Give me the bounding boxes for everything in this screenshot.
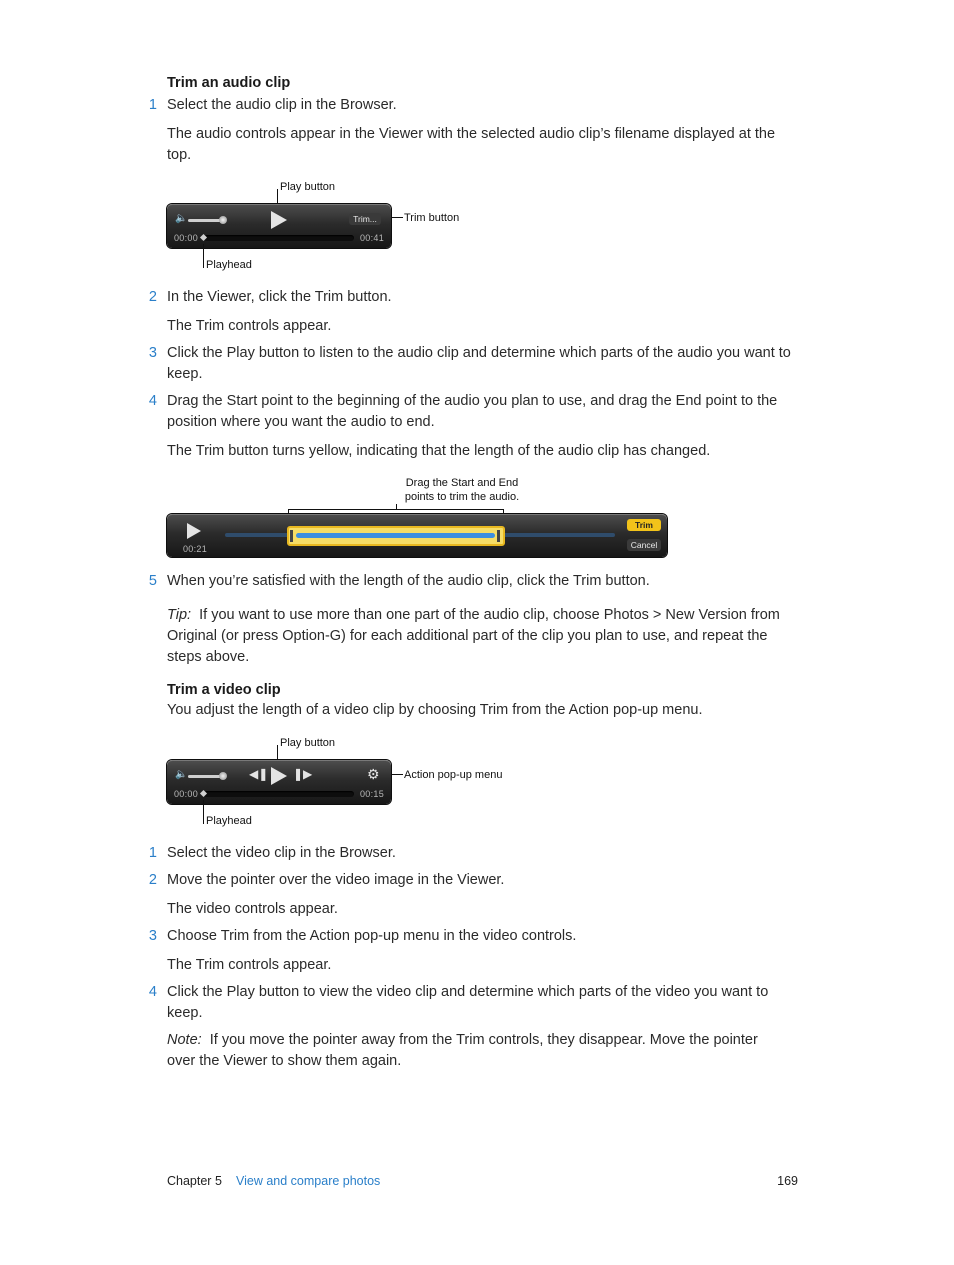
note-label: Note: — [167, 1032, 202, 1048]
step-text: In the Viewer, click the Trim button. — [167, 289, 392, 305]
time-start: 00:00 — [174, 789, 199, 799]
step-text: Select the audio clip in the Browser. — [167, 97, 397, 113]
footer-chapter-link[interactable]: View and compare photos — [236, 1174, 381, 1188]
trim-button[interactable]: Trim... — [349, 213, 381, 225]
step-text: Click the Play button to view the video clip and determine which parts of the video you want to keep. — [167, 984, 769, 1021]
step-back-icon[interactable]: ◀❚ — [249, 767, 269, 781]
play-icon[interactable] — [271, 211, 287, 229]
time-end: 00:15 — [360, 789, 385, 799]
start-point-handle[interactable] — [290, 530, 293, 542]
step-number: 5 — [148, 573, 157, 589]
callout-play-button: Play button — [280, 181, 336, 193]
step-text: Move the pointer over the video image in the Viewer. — [167, 872, 505, 888]
step-text: Drag the Start point to the beginning of the audio you plan to use, and drag the End point to the position where you want the audio to end. — [167, 393, 778, 430]
step-forward-icon[interactable]: ❚▶ — [293, 767, 313, 781]
step-text: When you’re satisfied with the length of the audio clip, click the Trim button. — [167, 573, 650, 589]
play-icon[interactable] — [187, 523, 201, 539]
paragraph: The Trim button turns yellow, indicating that the length of the audio clip has changed. — [167, 443, 711, 459]
tip-text: If you want to use more than one part of the audio clip, choose Photos > New Version from Original (or press Option-G) for each additional part of the clip you plan to use, and repeat the steps above. — [167, 607, 780, 665]
callout-playhead: Playhead — [206, 259, 252, 271]
figure-audio-controls — [0, 175, 954, 275]
paragraph: The video controls appear. — [167, 901, 338, 917]
figure-video-controls — [0, 731, 954, 831]
trim-range[interactable] — [287, 526, 505, 546]
volume-knob[interactable] — [219, 216, 227, 224]
play-icon[interactable] — [271, 767, 287, 785]
paragraph: The Trim controls appear. — [167, 957, 332, 973]
figure-trim-controls — [0, 474, 954, 564]
callout-action-menu: Action pop-up menu — [404, 769, 503, 781]
gear-icon[interactable]: ⚙ — [367, 766, 380, 782]
callout-bracket — [288, 509, 504, 510]
callout-play-button: Play button — [280, 737, 336, 749]
callout-line — [391, 217, 403, 218]
volume-slider[interactable] — [188, 775, 222, 778]
step-number: 2 — [148, 289, 157, 305]
step-number: 3 — [148, 345, 157, 361]
audio-controls-bar — [167, 204, 391, 248]
paragraph: The audio controls appear in the Viewer with the selected audio clip’s filename displayed at the top. — [167, 126, 776, 163]
note-text: If you move the pointer away from the Trim controls, they disappear. Move the pointer over the Viewer to show them again. — [167, 1032, 758, 1069]
scrubber-track[interactable] — [204, 235, 354, 241]
callout-line — [203, 800, 204, 824]
footer-chapter: Chapter 5 — [167, 1174, 222, 1188]
video-controls-bar — [167, 760, 391, 804]
volume-slider[interactable] — [188, 219, 222, 222]
step-text: Choose Trim from the Action pop-up menu in the video controls. — [167, 928, 577, 944]
scrubber-track[interactable] — [204, 791, 354, 797]
step-number: 4 — [148, 984, 157, 1000]
cancel-button[interactable]: Cancel — [627, 539, 661, 551]
time-end: 00:41 — [360, 233, 385, 243]
step-text: Select the video clip in the Browser. — [167, 845, 396, 861]
step-number: 1 — [148, 845, 157, 861]
volume-knob[interactable] — [219, 772, 227, 780]
tip-label: Tip: — [167, 607, 192, 623]
tip-paragraph — [167, 605, 797, 668]
speaker-icon: 🔈 — [175, 213, 188, 224]
paragraph: The Trim controls appear. — [167, 318, 332, 334]
trim-button[interactable]: Trim — [627, 519, 661, 531]
step-number: 1 — [148, 97, 157, 113]
time-start: 00:00 — [174, 233, 199, 243]
time-current: 00:21 — [183, 544, 208, 554]
section-heading-trim-audio: Trim an audio clip — [167, 75, 291, 91]
paragraph: You adjust the length of a video clip by choosing Trim from the Action pop-up menu. — [167, 702, 703, 718]
trim-controls-bar — [167, 514, 667, 557]
step-text: Click the Play button to listen to the audio clip and determine which parts of the audio you want to keep. — [167, 345, 791, 382]
end-point-handle[interactable] — [497, 530, 500, 542]
speaker-icon: 🔈 — [175, 769, 188, 780]
step-number: 3 — [148, 928, 157, 944]
page-number: 169 — [777, 1174, 798, 1188]
selected-range — [296, 533, 495, 538]
callout-line — [391, 774, 403, 775]
section-heading-trim-video: Trim a video clip — [167, 682, 281, 698]
callout-playhead: Playhead — [206, 815, 252, 827]
callout-trim-button: Trim button — [404, 212, 460, 224]
step-number: 2 — [148, 872, 157, 888]
callout-drag-points: Drag the Start and End points to trim the audio. — [404, 477, 520, 503]
step-number: 4 — [148, 393, 157, 409]
callout-line — [203, 244, 204, 268]
note-paragraph — [167, 1030, 787, 1072]
